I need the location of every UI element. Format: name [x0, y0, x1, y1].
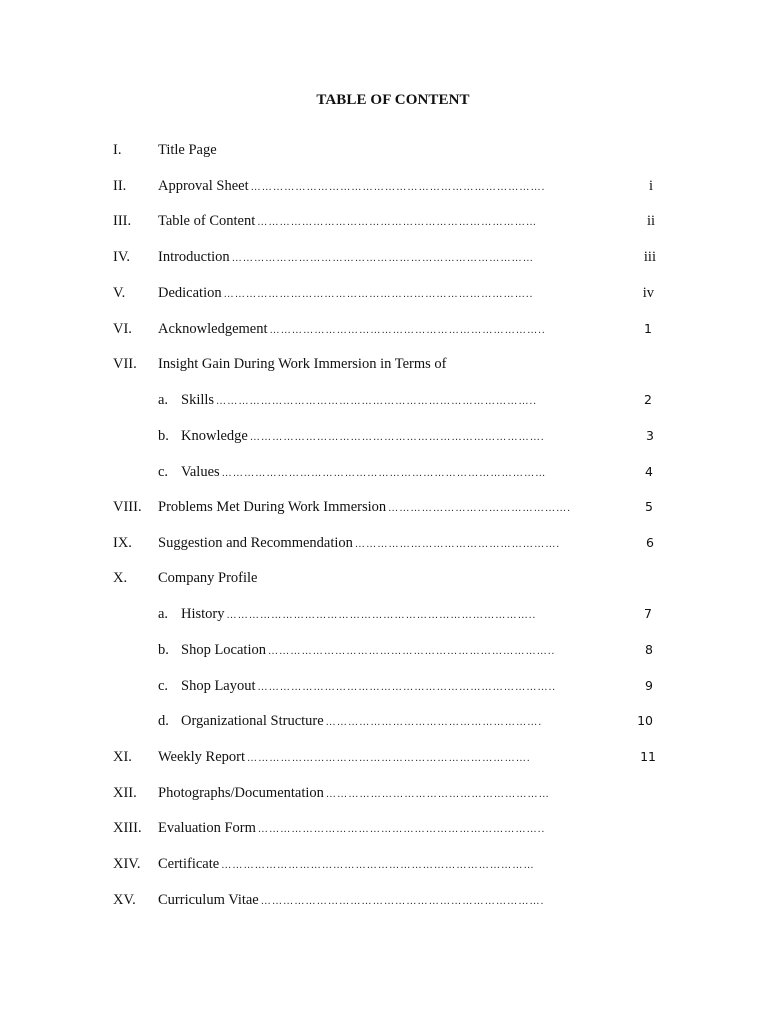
toc-subitem-label: Shop Layout	[181, 678, 256, 694]
toc-item-entry	[158, 176, 653, 198]
toc-subitem	[0, 640, 768, 660]
toc-subitem-label: History	[181, 606, 225, 622]
toc-subitem-letter: a.	[158, 392, 169, 408]
toc-subitem-page: 2	[644, 392, 652, 407]
toc-subitem-leader: …………………………………………………………………………..	[216, 396, 538, 407]
toc-subitem	[0, 604, 768, 624]
toc-subitem-entry	[181, 711, 653, 733]
toc-item	[0, 283, 768, 303]
toc-item-page: i	[648, 178, 653, 194]
toc-subitem-letter: c.	[158, 678, 169, 694]
toc-subitem-label: Knowledge	[181, 428, 248, 444]
toc-item-page: 11	[640, 749, 656, 764]
toc-subitem-label: Shop Location	[181, 642, 266, 658]
toc-item	[0, 319, 768, 339]
toc-subitem	[0, 676, 768, 696]
toc-item-leader: …………………………………………………………………	[257, 217, 538, 228]
toc-item-number: X.	[113, 570, 128, 586]
toc-item	[0, 211, 768, 231]
toc-subitem-letter: b.	[158, 428, 169, 444]
toc-item-number: IV.	[113, 249, 131, 265]
toc-subitem-leader: ……………………………………………………………………..	[257, 682, 557, 693]
toc-item-entry	[158, 283, 654, 305]
toc-item-number: VI.	[113, 321, 132, 337]
toc-item	[0, 818, 768, 838]
toc-item	[0, 247, 768, 267]
toc-item-entry	[158, 247, 656, 269]
toc-subitem	[0, 462, 768, 482]
toc-item-number: V.	[113, 285, 126, 301]
toc-subitem-leader: ……………………………………………………………………………	[221, 468, 547, 479]
toc-subitem	[0, 426, 768, 446]
toc-item-entry	[158, 533, 654, 555]
toc-subitem	[0, 711, 768, 731]
toc-item-number: XIII.	[113, 820, 142, 836]
toc-item	[0, 176, 768, 196]
toc-subitem-label: Organizational Structure	[181, 713, 324, 729]
toc-subitem-entry	[181, 426, 654, 448]
toc-subitem-entry	[181, 604, 652, 626]
toc-item-label: Insight Gain During Work Immersion in Terms of	[158, 356, 447, 372]
toc-item-leader: ……………………………………………………	[325, 789, 550, 800]
toc-item-leader: ………………………………………….	[388, 503, 572, 514]
toc-item-entry	[158, 319, 652, 341]
toc-item-leader: ………………………………………………………………….	[260, 896, 545, 907]
toc-subitem	[0, 390, 768, 410]
toc-subitem-page: 8	[645, 642, 653, 657]
toc-subitem-leader: …………………………………………………………………….	[249, 432, 545, 443]
toc-item-number: IX.	[113, 535, 132, 551]
toc-item-page: 1	[644, 321, 652, 336]
toc-subitem-entry	[181, 640, 653, 662]
toc-item	[0, 533, 768, 553]
toc-item	[0, 747, 768, 767]
toc-item-entry	[158, 568, 655, 588]
toc-item-leader: …………………………………………………………………….	[250, 182, 546, 193]
toc-item-label: Suggestion and Recommendation	[158, 535, 353, 551]
toc-item-page: ii	[646, 213, 655, 229]
toc-subitem-leader: …………………………………………………………………..	[267, 646, 556, 657]
toc-subitem-letter: b.	[158, 642, 169, 658]
toc-item-entry	[158, 497, 653, 519]
toc-item-leader: ………………………………………………………………………..	[223, 289, 534, 300]
toc-item-label: Curriculum Vitae	[158, 892, 259, 908]
toc-item	[0, 354, 768, 374]
toc-item-leader: …………………………………………………………………..	[257, 824, 546, 835]
toc-subitem-entry	[181, 462, 653, 484]
toc-item-label: Introduction	[158, 249, 230, 265]
toc-subitem-letter: a.	[158, 606, 169, 622]
toc-item-label: Dedication	[158, 285, 222, 301]
toc-subitem-entry	[181, 390, 652, 412]
toc-item-number: III.	[113, 213, 132, 229]
toc-subitem-label: Skills	[181, 392, 215, 408]
toc-item-entry	[158, 140, 655, 160]
toc-item-label: Photographs/Documentation	[158, 785, 324, 801]
toc-item-label: Table of Content	[158, 213, 256, 229]
toc-item-page: iv	[642, 285, 654, 301]
toc-item-leader: ………………………………………………………………….	[247, 753, 531, 764]
toc-subitem-letter: d.	[158, 713, 169, 729]
toc-item-label: Approval Sheet	[158, 178, 249, 194]
toc-item	[0, 890, 768, 910]
toc-item-leader: ………………………………………………………………………	[231, 253, 535, 264]
toc-item	[0, 568, 768, 588]
toc-item-number: VII.	[113, 356, 137, 372]
toc-item	[0, 497, 768, 517]
toc-item-entry	[158, 890, 644, 912]
toc-item-label: Evaluation Form	[158, 820, 256, 836]
toc-item-entry	[158, 211, 655, 233]
page-title: TABLE OF CONTENT	[316, 92, 470, 108]
toc-item	[0, 854, 768, 874]
toc-subitem-label: Values	[181, 464, 220, 480]
toc-subitem-leader: ………………………………………………………………………..	[226, 610, 537, 621]
toc-subitem-page: 4	[645, 464, 653, 479]
toc-item-number: II.	[113, 178, 127, 194]
toc-item	[0, 783, 768, 803]
toc-item-entry	[158, 818, 647, 840]
toc-item-number: XIV.	[113, 856, 141, 872]
toc-item-entry	[158, 354, 655, 374]
toc-item-leader: ………………………………………………………………..	[269, 325, 546, 336]
toc-subitem-page: 10	[637, 713, 653, 728]
toc-item-label: Certificate	[158, 856, 220, 872]
toc-subitem-leader: ………………………………………………….	[325, 717, 543, 728]
toc-item-label: Weekly Report	[158, 749, 246, 765]
toc-item-number: XV.	[113, 892, 136, 908]
toc-item-leader: ……………………………………………….	[354, 539, 561, 550]
toc-item-label: Acknowledgement	[158, 321, 268, 337]
toc-subitem-page: 3	[646, 428, 654, 443]
toc-item-number: XII.	[113, 785, 137, 801]
toc-item-page: 6	[646, 535, 654, 550]
toc-subitem-entry	[181, 676, 653, 698]
toc-item-page: 5	[645, 499, 653, 514]
toc-item-page: iii	[643, 249, 656, 265]
toc-item-number: I.	[113, 142, 122, 158]
toc-item-number: XI.	[113, 749, 132, 765]
toc-item-entry	[158, 747, 656, 769]
toc-subitem-page: 9	[645, 678, 653, 693]
toc-item-label: Problems Met During Work Immersion	[158, 499, 387, 515]
toc-item-number: VIII.	[113, 499, 142, 515]
toc-subitem-page: 7	[644, 606, 652, 621]
toc-item-entry	[158, 854, 647, 876]
toc-subitem-letter: c.	[158, 464, 169, 480]
toc-item-label: Company Profile	[158, 570, 258, 586]
toc-item-label: Title Page	[158, 142, 217, 158]
toc-item	[0, 140, 768, 160]
toc-item-leader: …………………………………………………………………………	[221, 860, 535, 871]
toc-item-entry	[158, 783, 650, 805]
